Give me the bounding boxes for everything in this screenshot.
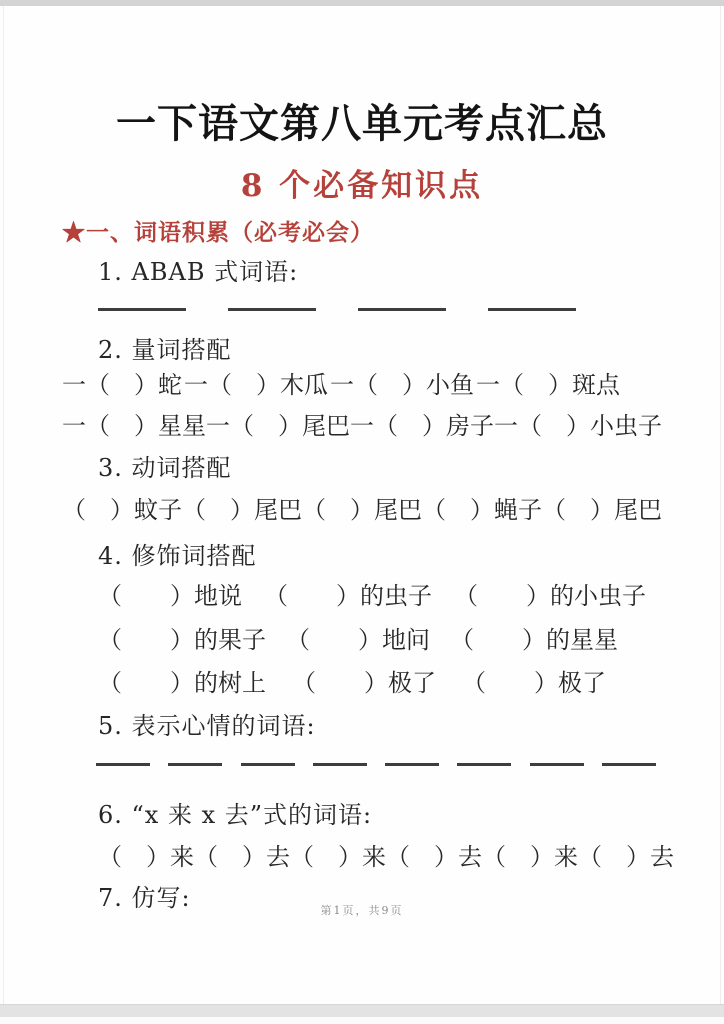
fill-item: （ ）来（ ）去	[98, 843, 290, 871]
fill-item: （ ）蝇子	[422, 496, 542, 524]
fill-item: （ ）的星星	[450, 626, 618, 654]
question-4-label: 4. 修饰词搭配	[98, 542, 257, 570]
question-2-label: 2. 量词搭配	[98, 336, 232, 364]
fill-item: 一（ ）房子	[350, 412, 494, 440]
fill-item: 一（ ）木瓜	[184, 371, 328, 399]
blank-line	[228, 308, 316, 311]
fill-item: （ ）地问	[286, 626, 430, 654]
fill-item: （ ）的虫子	[264, 582, 432, 610]
answer-blanks-q1	[98, 308, 576, 311]
question-4-row-1	[98, 576, 646, 611]
page-title: 一下语文第八单元考点汇总	[116, 100, 608, 147]
fill-item: 一（ ）星星	[62, 412, 206, 440]
question-7-label: 7. 仿写:	[98, 884, 191, 912]
section-heading	[62, 214, 374, 247]
question-5-label: 5. 表示心情的词语:	[98, 712, 316, 740]
fill-item: （ ）极了	[462, 669, 606, 697]
question-3-label: 3. 动词搭配	[98, 454, 232, 482]
fill-item: （ ）的果子	[98, 626, 266, 654]
fill-item: 一（ ）斑点	[476, 371, 620, 399]
fill-item: （ ）地说	[98, 582, 242, 610]
blank-line	[488, 308, 576, 311]
page-break-gap	[0, 1004, 724, 1018]
question-4-row-3	[98, 663, 606, 698]
question-4-row-2	[98, 620, 618, 655]
question-2-row-2	[62, 406, 662, 441]
question-6-label: 6. “x 来 x 去”式的词语:	[98, 801, 373, 829]
blank-line	[241, 763, 295, 766]
blank-line	[602, 763, 656, 766]
fill-item: （ ）尾巴	[182, 496, 302, 524]
fill-item: （ ）的树上	[98, 669, 266, 697]
next-page-edge	[0, 1017, 724, 1024]
fill-item: （ ）来（ ）去	[290, 843, 482, 871]
fill-item: 一（ ）小鱼	[330, 371, 474, 399]
fill-item: （ ）蚊子	[62, 496, 182, 524]
star-icon: ★	[62, 219, 86, 246]
blank-line	[530, 763, 584, 766]
fill-item: （ ）尾巴	[302, 496, 422, 524]
blank-line	[168, 763, 222, 766]
blank-line	[313, 763, 367, 766]
fill-item: 一（ ）蛇	[62, 371, 182, 399]
blank-line	[98, 308, 186, 311]
question-1-label: 1. ABAB 式词语:	[98, 258, 299, 286]
fill-item: （ ）的小虫子	[454, 582, 646, 610]
fill-item: （ ）极了	[292, 669, 436, 697]
question-3-row	[62, 490, 662, 525]
answer-blanks-q5	[96, 763, 656, 766]
blank-line	[358, 308, 446, 311]
fill-item: （ ）尾巴	[542, 496, 662, 524]
section-heading-text: 一、词语积累（必考必会）	[86, 219, 374, 246]
blank-line	[457, 763, 511, 766]
fill-item: 一（ ）尾巴	[206, 412, 350, 440]
question-2-row-1	[62, 365, 620, 400]
question-6-row	[98, 837, 674, 872]
blank-line	[96, 763, 150, 766]
blank-line	[385, 763, 439, 766]
page-number-footer: 第1页，共9页	[320, 904, 404, 917]
page-top-edge	[0, 0, 724, 6]
fill-item: 一（ ）小虫子	[494, 412, 662, 440]
fill-item: （ ）来（ ）去	[482, 843, 674, 871]
page-subtitle: 8 个必备知识点	[240, 168, 484, 204]
